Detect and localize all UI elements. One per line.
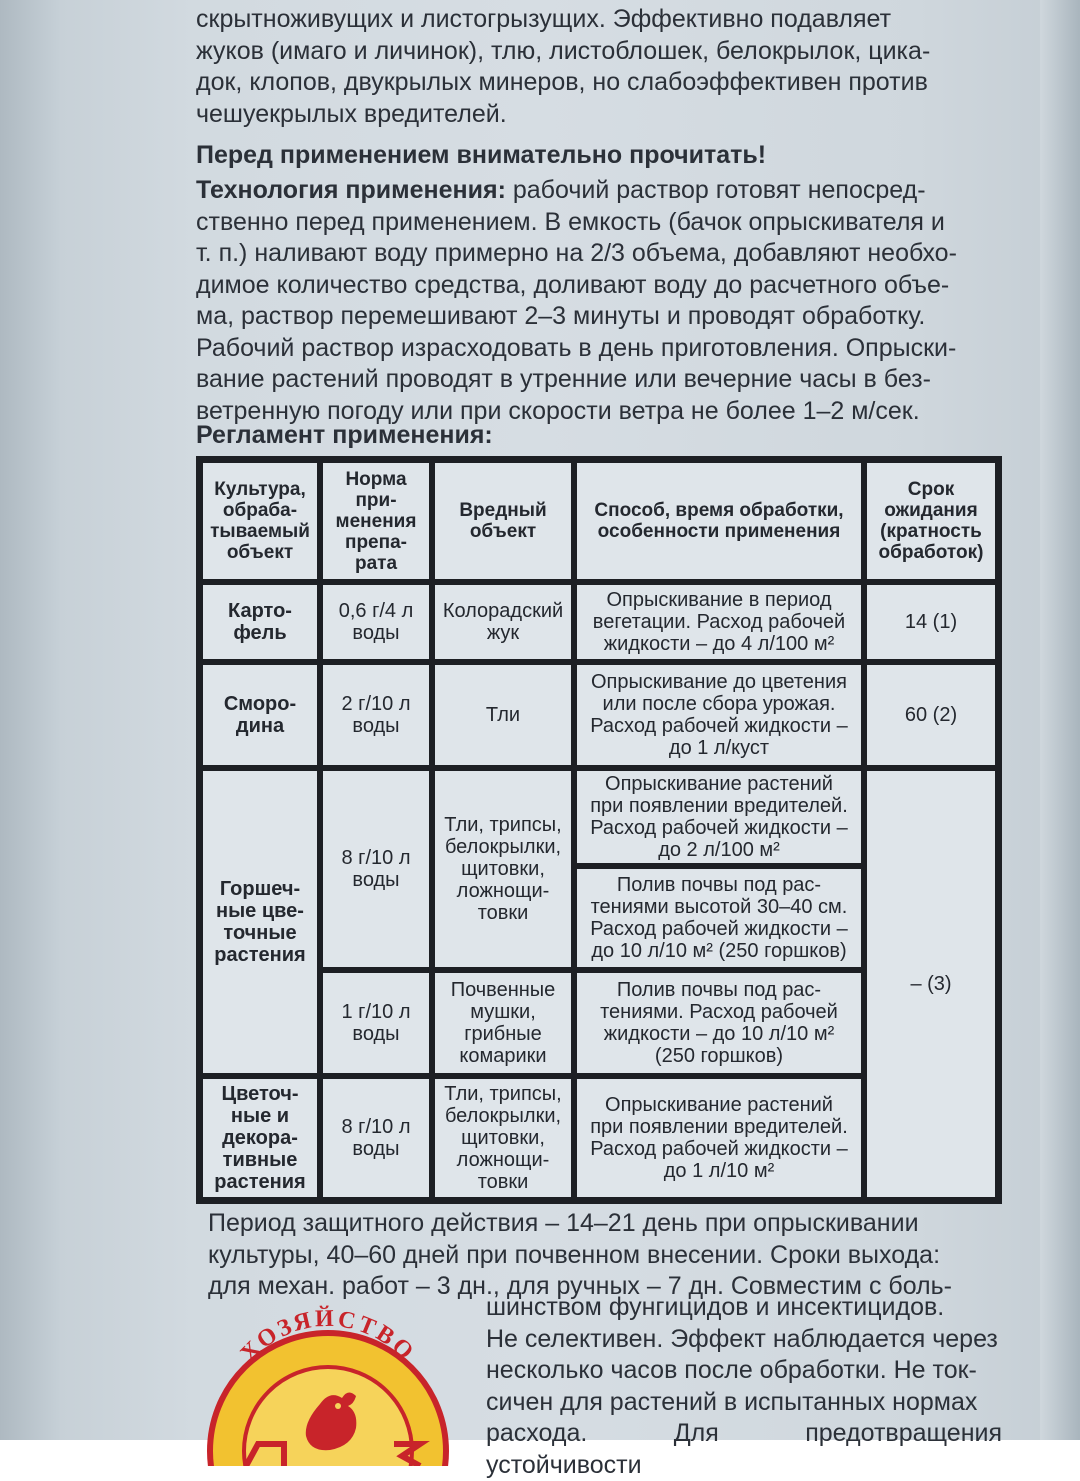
text-line: вание растений проводят в утренние или вечерние часы в без-: [196, 365, 931, 393]
cell-text-line: товки: [477, 902, 529, 924]
cell-rate-potato: [320, 582, 432, 662]
text-line: рабочий раствор готовят непосред-: [512, 176, 926, 204]
cell-text-line: Вредный: [459, 500, 547, 521]
cell-text-line: Расход рабочей жидкости –: [590, 1138, 848, 1160]
text-line: скрытноживущих и листогрызущих. Эффективно подавляет: [196, 5, 892, 33]
cell-text-line: жидкости – до 10 л/10 м²: [603, 1023, 835, 1045]
cell-text-line: до 1 л/10 м²: [663, 1160, 775, 1182]
cell-text-line: тивные: [222, 1149, 298, 1171]
text-line: ственно перед применением. В емкость (бачок опрыскивателя и: [196, 207, 945, 236]
package-fold-right: [1040, 0, 1080, 1440]
cell-text-line: ные и: [230, 1105, 290, 1127]
cell-text-line: воды: [352, 869, 400, 891]
cell-wait-currant: [864, 662, 998, 768]
cell-text-line: тениями. Расход рабочей: [600, 1001, 838, 1023]
cell-text-line: грибные: [464, 1023, 542, 1045]
cell-text-line: жидкости – до 4 л/100 м²: [603, 633, 835, 655]
cell-text-line: растения: [214, 944, 306, 966]
text-line: т. п.) наливают воду примерно на 2/3 объема, добавляют необхо-: [196, 239, 957, 267]
cell-text-line: воды: [352, 1023, 400, 1045]
regulation-title: Регламент применения:: [196, 421, 493, 449]
cell-text-line: ные цве-: [216, 900, 304, 922]
cell-text-line: (250 горшков): [654, 1045, 784, 1067]
cell-text-line: 8 г/10 л: [341, 1116, 411, 1138]
cell-text-line: 1 г/10 л: [341, 1001, 411, 1023]
technology-label: Технология применения:: [196, 176, 506, 204]
cell-text-line: Полив почвы под рас-: [616, 979, 822, 1001]
cell-text-line: воды: [352, 622, 400, 644]
cell-text-line: фель: [233, 622, 287, 644]
cell-text-line: (кратность: [880, 521, 982, 542]
cell-text-line: Расход рабочей жидкости –: [590, 817, 848, 839]
text-line: димое количество средства, доливают воду до расчетного объе-: [196, 270, 950, 299]
cell-text-line: ложнощи-: [456, 1149, 550, 1171]
package-fold-left: [0, 0, 60, 1440]
cell-text-line: 60 (2): [904, 704, 958, 726]
cell-rate-potted-b: [320, 970, 432, 1076]
footer-paragraph-continued: [486, 1292, 1002, 1481]
cell-text-line: 0,6 г/4 л: [338, 600, 414, 622]
text-line: шинством фунгицидов и инсектицидов.: [486, 1293, 945, 1321]
text-line: док, клопов, двукрылых минеров, но слабоэффективен против: [196, 68, 928, 96]
cell-text-line: Тли, трипсы,: [444, 814, 562, 836]
header-pest: [432, 460, 574, 582]
cell-text-line: 14 (1): [904, 611, 958, 633]
cell-text-line: товки: [477, 1171, 529, 1193]
cell-text-line: точные: [223, 922, 297, 944]
cell-text-line: Расход рабочей жидкости –: [590, 918, 848, 940]
warning-heading: Перед применением внимательно прочитать!: [196, 141, 767, 169]
text-line: сичен для растений в испытанных нормах: [486, 1387, 978, 1416]
cell-text-line: Горшеч-: [219, 878, 301, 900]
cell-text-line: обраба-: [222, 500, 298, 521]
cell-text-line: ожидания: [884, 500, 978, 521]
cell-text-line: тениями высотой 30–40 см.: [590, 896, 848, 918]
cell-text-line: при-: [355, 489, 397, 511]
cell-text-line: Почвенные: [450, 979, 556, 1001]
cell-text-line: до 10 л/10 м² (250 горшков): [591, 940, 847, 962]
cell-crop-potato: [200, 582, 320, 662]
text-line: Рабочий раствор израсходовать в день приготовления. Опрыски-: [196, 333, 957, 362]
cell-method-potted-b: [574, 970, 864, 1076]
cell-text-line: при появлении вредителей.: [590, 795, 848, 817]
cell-wait-potted-decorative: [864, 768, 998, 1200]
cell-text-line: рата: [354, 552, 398, 574]
cell-pest-currant: [432, 662, 574, 768]
text-line: ма, раствор перемешивают 2–3 минуты и проводят обработку.: [196, 302, 926, 330]
cell-text-line: Норма: [345, 468, 407, 490]
text-line: для механ. работ – 3 дн., для ручных – 7 дн. Совместим с боль-: [208, 1272, 952, 1300]
cell-method-decorative: [574, 1076, 864, 1200]
header-rate: [320, 460, 432, 582]
cell-crop-decorative: [200, 1076, 320, 1200]
cell-text-line: дина: [235, 715, 285, 737]
cell-text-line: Колорадский: [442, 600, 564, 622]
cell-text-line: Опрыскивание в период: [606, 589, 832, 611]
cell-pest-potted-b: [432, 970, 574, 1076]
cell-text-line: или после сбора урожая.: [602, 693, 836, 715]
cell-text-line: растения: [214, 1171, 306, 1193]
text-line: расхода. Для предотвращения устойчивости: [486, 1419, 1002, 1479]
cell-text-line: Опрыскивание растений: [605, 773, 833, 795]
cell-method-currant: [574, 662, 864, 768]
cell-text-line: объект: [226, 542, 294, 563]
text-line: культуры, 40–60 дней при почвенном внесении. Сроки выхода:: [208, 1240, 941, 1269]
cell-text-line: Карто-: [228, 600, 292, 622]
cell-pest-potato: [432, 582, 574, 662]
cell-text-line: Цветоч-: [221, 1083, 299, 1105]
cell-wait-potato: [864, 582, 998, 662]
cell-text-line: комарики: [459, 1045, 547, 1067]
header-crop: [200, 460, 320, 582]
cell-text-line: менения: [335, 510, 417, 532]
cell-text-line: обработок): [878, 542, 984, 563]
cell-method-potted-a2: [574, 866, 864, 970]
technology-paragraph: [196, 175, 1002, 427]
cell-rate-currant: [320, 662, 432, 768]
cell-text-line: Полив почвы под рас-: [616, 874, 822, 896]
cell-method-potted-a1: [574, 768, 864, 866]
cell-crop-currant: [200, 662, 320, 768]
logo-text: ХОЗЯЙСТВО: [235, 1305, 421, 1367]
cell-text-line: воды: [352, 1138, 400, 1160]
brand-logo: [188, 1276, 468, 1466]
text-line: чешуекрылых вредителей.: [196, 99, 507, 128]
cell-text-line: особенности применения: [597, 521, 841, 542]
cell-rate-potted-a: [320, 768, 432, 970]
cell-text-line: белокрылки,: [444, 1105, 562, 1127]
cell-crop-potted: [200, 768, 320, 1076]
cell-text-line: воды: [352, 715, 400, 737]
cell-text-line: Опрыскивание до цветения: [590, 671, 847, 693]
cell-text-line: мушки,: [470, 1001, 536, 1023]
cell-text-line: Тли: [485, 704, 521, 726]
cell-text-line: Культура,: [214, 479, 306, 500]
cell-text-line: объект: [469, 521, 537, 542]
cell-text-line: щитовки,: [461, 1127, 545, 1149]
cell-text-line: тываемый: [210, 521, 310, 542]
cell-text-line: щитовки,: [461, 858, 545, 880]
text-line: ветренную погоду или при скорости ветра не более 1–2 м/сек.: [196, 396, 920, 425]
cell-text-line: ложнощи-: [456, 880, 550, 902]
cell-text-line: препа-: [344, 531, 407, 553]
cell-text-line: Расход рабочей жидкости –: [590, 715, 848, 737]
cell-text-line: белокрылки,: [444, 836, 562, 858]
header-wait: [864, 460, 998, 582]
cell-text-line: до 1 л/куст: [668, 737, 770, 759]
text-line: жуков (имаго и личинок), тлю, листоблошек, белокрылок, цика-: [196, 36, 931, 65]
description-paragraph: [196, 4, 1002, 130]
header-method: [574, 460, 864, 582]
text-line: Не селективен. Эффект наблюдается через: [486, 1324, 998, 1353]
cell-text-line: Тли, трипсы,: [444, 1083, 562, 1105]
cell-rate-decorative: [320, 1076, 432, 1200]
text-line: Период защитного действия – 14–21 день при опрыскивании: [208, 1209, 919, 1237]
cell-text-line: 2 г/10 л: [341, 693, 411, 715]
cell-text-line: Опрыскивание растений: [605, 1094, 833, 1116]
regulation-table: [196, 456, 1002, 1204]
cell-text-line: жук: [486, 622, 520, 644]
cell-text-line: при появлении вредителей.: [590, 1116, 848, 1138]
cell-text-line: Сморо-: [223, 693, 297, 715]
cell-text-line: вегетации. Расход рабочей: [592, 611, 846, 633]
cell-text-line: Способ, время обработки,: [594, 500, 844, 521]
cell-text-line: Срок: [907, 479, 955, 500]
cell-text-line: – (3): [910, 973, 952, 995]
cell-text-line: декора-: [222, 1127, 298, 1149]
cell-method-potato: [574, 582, 864, 662]
cell-pest-decorative: [432, 1076, 574, 1200]
cell-text-line: 8 г/10 л: [341, 847, 411, 869]
cell-text-line: до 2 л/100 м²: [658, 839, 780, 861]
cell-pest-potted-a: [432, 768, 574, 970]
text-line: несколько часов после обработки. Не ток-: [486, 1356, 977, 1384]
